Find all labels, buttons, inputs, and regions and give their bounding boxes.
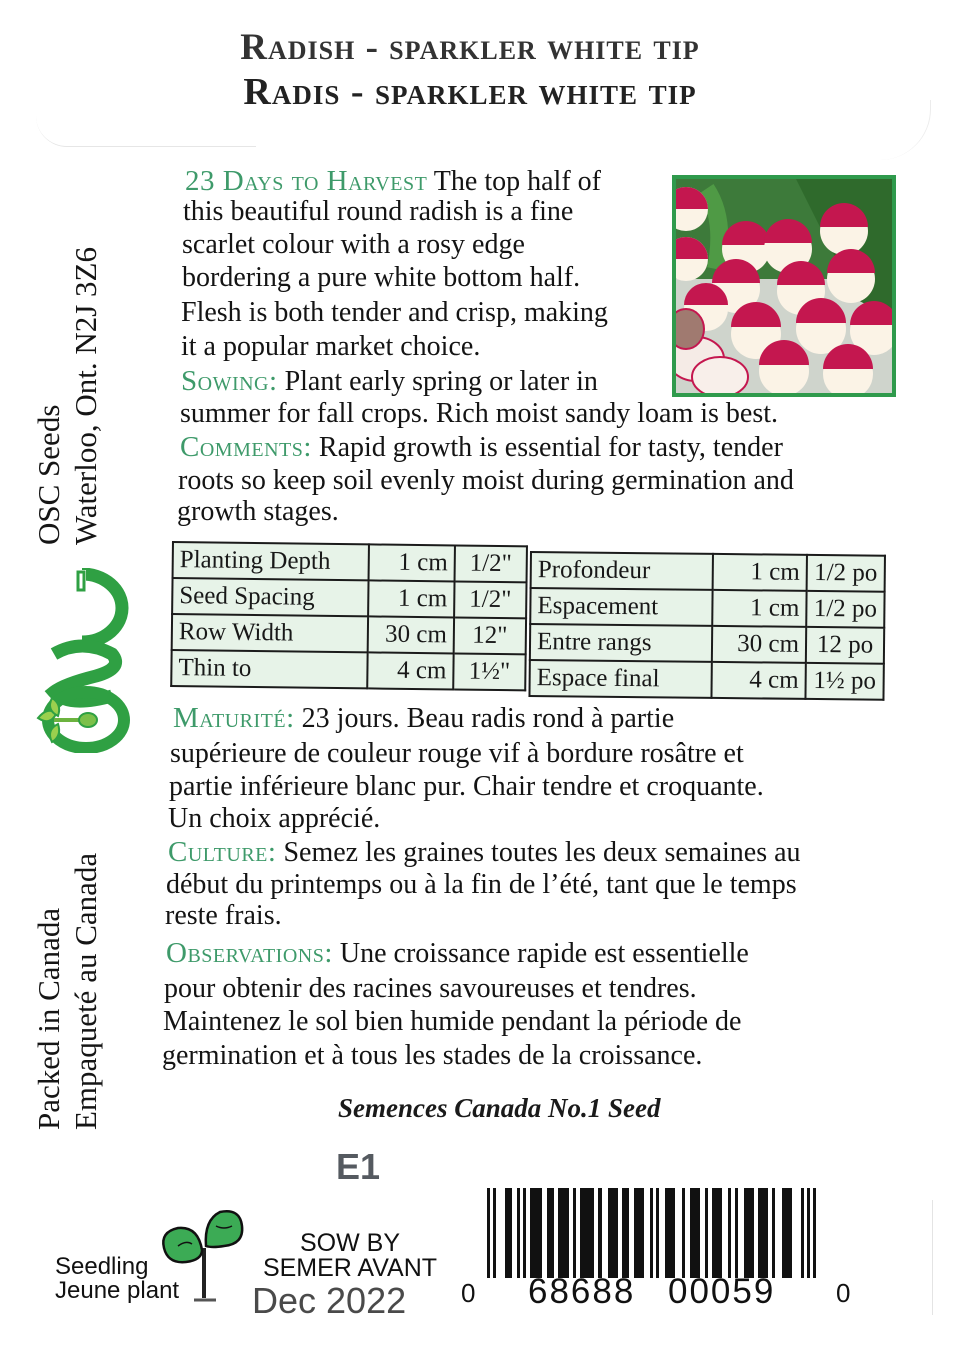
- packet-edge-right: [932, 1200, 933, 1315]
- planting-table-english: [170, 541, 528, 691]
- table-row: Planting Depth 1 cm 1/2": [173, 542, 527, 582]
- company-address: Waterloo, Ont. N2J 3Z6: [68, 247, 103, 545]
- maturite-line-3: partie inférieure blanc pur. Chair tendre et croquante.: [169, 771, 764, 802]
- observations-line-1: Observations: Une croissance rapide est essentielle: [166, 937, 749, 969]
- observations-line-4: germination et à tous les stades de la croissance.: [162, 1040, 703, 1071]
- description-line-4: bordering a pure white bottom half.: [182, 262, 581, 293]
- maturite-line-2: supérieure de couleur rouge vif à bordure rosâtre et: [170, 738, 744, 769]
- barcode-group-2: 00059: [668, 1272, 776, 1311]
- comments-label: Comments:: [180, 431, 312, 463]
- maturite-line-1: Maturité: 23 jours. Beau radis rond à partie: [173, 702, 675, 734]
- title-english: Radish - sparkler white tip: [240, 27, 700, 68]
- description-line-5: Flesh is both tender and crisp, making: [181, 297, 608, 328]
- barcode-digit-left: 0: [461, 1278, 476, 1308]
- seedling-label-french: Jeune plant: [55, 1277, 180, 1304]
- radish-photo: [672, 175, 896, 397]
- maturite-line-4: Un choix apprécié.: [168, 803, 381, 834]
- description-line-2: this beautiful round radish is a fine: [183, 196, 574, 227]
- title-french: Radis - sparkler white tip: [243, 71, 697, 113]
- packed-in-block: [30, 853, 104, 1130]
- radish-image-icon: [676, 179, 892, 393]
- barcode-digit-right: 0: [836, 1278, 851, 1308]
- table-row: Espace final 4 cm 1½ po: [529, 660, 883, 700]
- days-to-harvest-label: 23 Days to Harvest: [185, 165, 428, 197]
- description-line-6: it a popular market choice.: [181, 331, 481, 362]
- osc-logo-icon: [34, 568, 130, 753]
- table-row: Profondeur 1 cm 1/2 po: [531, 552, 885, 592]
- sowing-line-2: summer for fall crops. Rich moist sandy loam is best.: [180, 398, 779, 429]
- table-row: Espacement 1 cm 1/2 po: [530, 588, 884, 628]
- comments-line-1: Comments: Rapid growth is essential for tasty, tender: [180, 431, 783, 463]
- sow-by-label-english: SOW BY: [299, 1229, 400, 1257]
- observations-line-2: pour obtenir des racines savoureuses et tendres.: [164, 973, 697, 1004]
- maturite-label: Maturité:: [173, 702, 295, 734]
- table-row: Thin to 4 cm 1½": [171, 650, 525, 690]
- description-line-3: scarlet colour with a rosy edge: [182, 229, 525, 260]
- observations-label: Observations:: [166, 937, 333, 969]
- observations-line-3: Maintenez le sol bien humide pendant la période de: [163, 1006, 742, 1037]
- sowing-label: Sowing:: [181, 365, 278, 397]
- packet-flap-edge-left: [36, 116, 256, 147]
- sow-by-label-french: SEMER AVANT: [262, 1254, 438, 1282]
- packed-in-english: Packed in Canada: [31, 907, 66, 1130]
- planting-table-french: [528, 551, 886, 701]
- table-row: Row Width 30 cm 12": [172, 614, 526, 654]
- comments-line-3: growth stages.: [177, 496, 339, 527]
- culture-line-2: début du printemps ou à la fin de l’été, tant que le temps: [166, 869, 797, 900]
- culture-label: Culture:: [168, 836, 277, 868]
- sow-by-date: Dec 2022: [252, 1280, 407, 1321]
- culture-line-1: Culture: Semez les graines toutes les deux semaines au: [168, 836, 801, 868]
- seedling-label-english: Seedling: [55, 1253, 149, 1280]
- lot-code: E1: [336, 1146, 381, 1187]
- seedling-icon: [158, 1206, 246, 1306]
- packed-in-french: Empaqueté au Canada: [68, 852, 103, 1130]
- comments-line-2: roots so keep soil evenly moist during germination and: [178, 465, 794, 496]
- barcode-icon: [487, 1188, 847, 1278]
- seed-grade: Semences Canada No.1 Seed: [338, 1093, 661, 1123]
- description-line-1: 23 Days to Harvest The top half of: [185, 165, 601, 197]
- table-row: Entre rangs 30 cm 12 po: [530, 624, 884, 664]
- table-row: Seed Spacing 1 cm 1/2": [172, 578, 526, 618]
- company-address-block: [30, 247, 104, 545]
- culture-line-3: reste frais.: [165, 900, 282, 931]
- sowing-line-1: Sowing: Plant early spring or later in: [181, 365, 598, 397]
- barcode-group-1: 68688: [528, 1272, 636, 1311]
- company-name: OSC Seeds: [31, 404, 66, 545]
